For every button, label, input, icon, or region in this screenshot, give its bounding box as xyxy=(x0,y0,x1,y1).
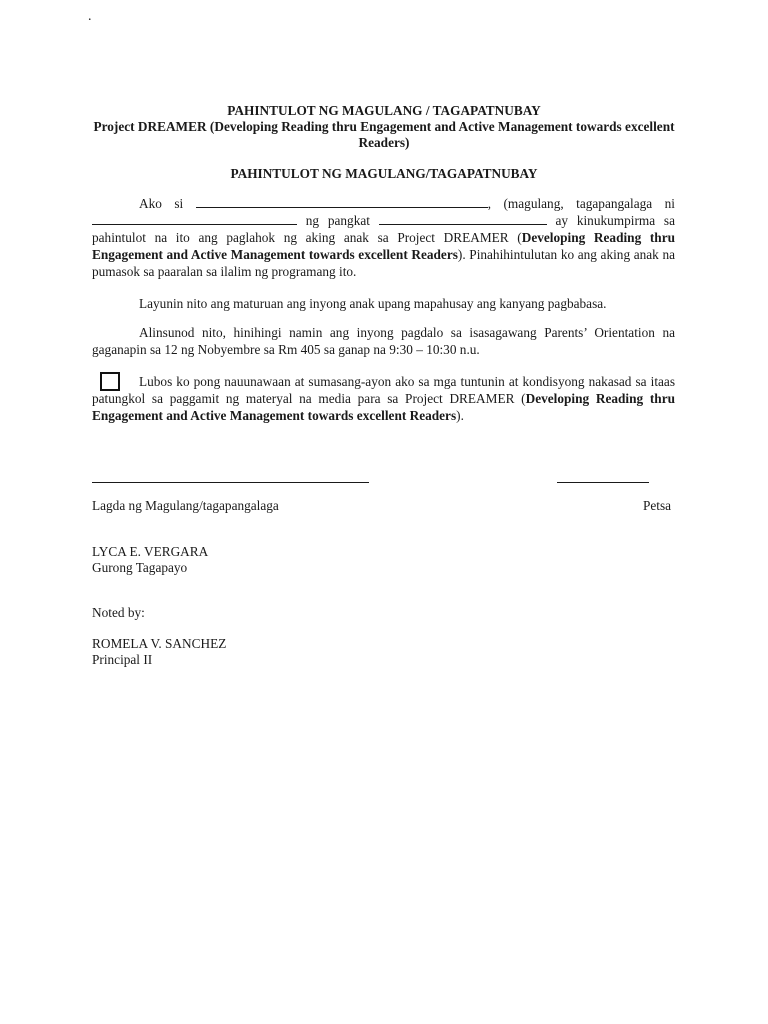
noted-by-label: Noted by: xyxy=(92,605,145,620)
consent-paragraph xyxy=(92,195,675,280)
project-suffix: ) xyxy=(405,135,410,150)
p3-text: Alinsunod nito, hinihingi namin ang inyong pagdalo sa isasagawang Parents’ Orientation na gaganapin sa 12 ng Nobyembre sa Rm 405 sa ganap na 9:30 – 10:30 n.u. xyxy=(92,325,675,357)
parent-name-blank[interactable] xyxy=(196,195,488,208)
date-line[interactable] xyxy=(557,482,649,483)
p4-text-b: ). xyxy=(456,408,464,423)
adviser-name: LYCA E. VERGARA xyxy=(92,544,209,559)
form-title: PAHINTULOT NG MAGULANG / TAGAPATNUBAY xyxy=(227,103,541,118)
project-subtitle xyxy=(92,119,676,151)
p4-bold-text: Developing Reading thru Engagement and Active Management towards excellent Readers xyxy=(92,391,675,423)
principal-name: ROMELA V. SANCHEZ xyxy=(92,636,227,651)
section-blank[interactable] xyxy=(379,212,547,225)
p4-text-a: Lubos ko pong nauunawaan at sumasang-ayon ako sa mga tuntunin at kondisyong nakasad sa itaas patungkol sa paggamit ng materyal na media para sa Project DREAMER ( xyxy=(92,374,675,406)
p1-text-c: ng pangkat xyxy=(305,213,370,228)
parent-signature-line[interactable] xyxy=(92,482,369,483)
orientation-paragraph xyxy=(92,324,675,358)
form-title-repeat: PAHINTULOT NG MAGULANG/TAGAPATNUBAY xyxy=(230,166,538,181)
date-label: Petsa xyxy=(643,498,672,513)
project-expansion: Developing Reading thru Engagement and Active Management towards excellent Readers xyxy=(214,119,675,150)
project-prefix: Project DREAMER ( xyxy=(93,119,215,134)
p1-text-b: , (magulang, tagapangalaga ni xyxy=(487,196,675,211)
child-name-blank[interactable] xyxy=(92,212,297,225)
p1-text-a: Ako si xyxy=(139,196,184,211)
p1-text-e: ). Pinahihintulutan ko ang aking anak na pumasok sa paaralan sa ilalim ng programang ito. xyxy=(92,247,675,279)
adviser-role: Gurong Tagapayo xyxy=(92,560,188,575)
principal-role: Principal II xyxy=(92,652,153,667)
p1-text-d: ay kinukumpirma sa pahintulot na ito ang paglahok ng aking anak sa Project DREAMER ( xyxy=(92,213,675,245)
p2-text: Layunin nito ang maturuan ang inyong anak upang mapahusay ang kanyang pagbabasa. xyxy=(139,296,607,311)
stray-dot: . xyxy=(88,9,92,24)
agreement-paragraph xyxy=(92,373,675,424)
parent-signature-label: Lagda ng Magulang/tagapangalaga xyxy=(92,498,279,513)
p1-bold-text: Developing Reading thru Engagement and Active Management towards excellent Readers xyxy=(92,230,675,262)
purpose-paragraph xyxy=(92,295,675,312)
